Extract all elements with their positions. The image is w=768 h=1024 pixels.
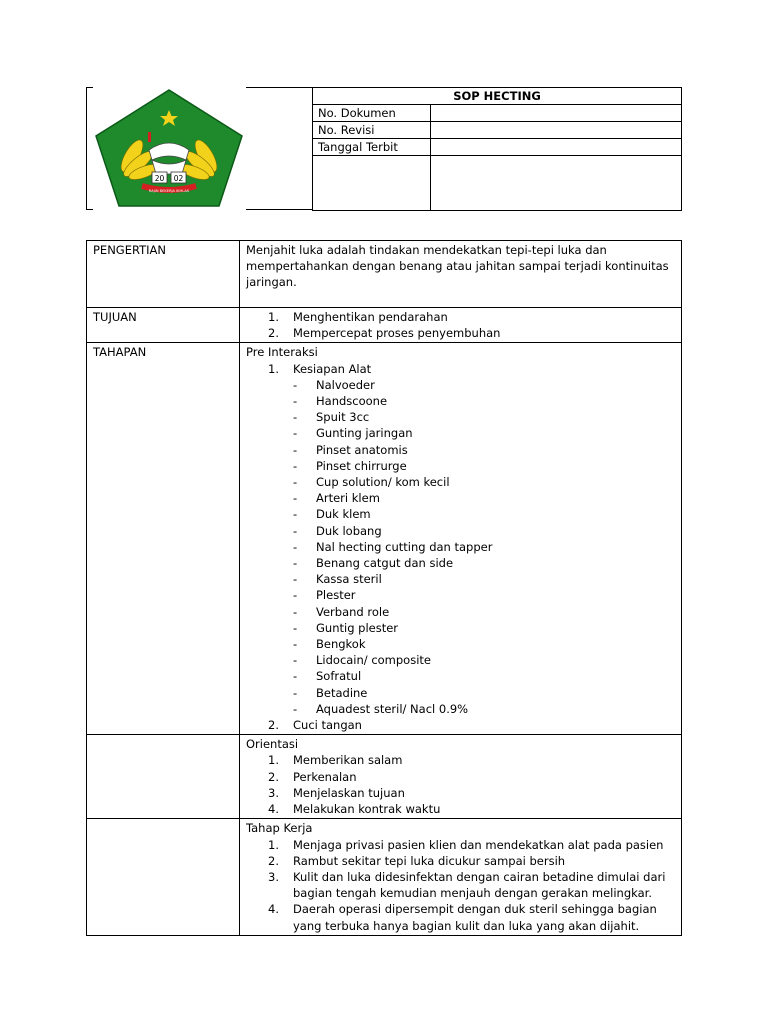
document-meta-table [312, 87, 682, 211]
section-content [240, 735, 682, 819]
goal-list [246, 309, 676, 341]
tool-item: - Kassa steril [293, 571, 676, 587]
orientation-list [246, 752, 676, 817]
header-divider [246, 87, 312, 88]
list-item: 2. Perkenalan [268, 769, 357, 784]
subsection-title: Tahap Kerja [246, 821, 313, 836]
subsection-title: Pre Interaksi [246, 345, 318, 360]
tool-item: - Handscoone [293, 393, 676, 409]
meta-empty-cell [313, 156, 431, 211]
tools-list [293, 377, 676, 717]
table-row [87, 308, 682, 343]
list-item: 3. Menjelaskan tujuan [268, 785, 405, 800]
section-label: TUJUAN [87, 308, 240, 343]
header-left-bracket [86, 87, 93, 210]
tool-item: - Gunting jaringan [293, 425, 676, 441]
tool-item: - Pinset chirrurge [293, 458, 676, 474]
table-row [87, 819, 682, 935]
logo-year-right: 02 [173, 174, 184, 183]
document-title: SOP HECTING [313, 88, 682, 105]
definition-text: Menjahit luka adalah tindakan mendekatkan tepi-tepi luka dan mempertahankan dengan benang atau jahitan sampai terjadi kontinuitas jaringan. [246, 243, 669, 290]
section-content [240, 343, 682, 735]
tool-item: - Aquadest steril/ Nacl 0.9% [293, 701, 676, 717]
meta-label: No. Revisi [313, 122, 431, 139]
section-label [87, 735, 240, 819]
work-steps-list [246, 837, 676, 934]
list-item: 1. Menjaga privasi pasien klien dan mendekatkan alat pada pasien [268, 837, 664, 852]
section-content [240, 308, 682, 343]
meta-label: Tanggal Terbit [313, 139, 431, 156]
tool-item: - Lidocain/ composite [293, 652, 676, 668]
table-row [87, 735, 682, 819]
list-item: 1. Memberikan salam [268, 753, 403, 768]
tool-item: - Pinset anatomis [293, 442, 676, 458]
tool-item: - Duk lobang [293, 523, 676, 539]
logo-year-left: 20 [154, 174, 165, 183]
table-row [87, 343, 682, 735]
meta-value [431, 139, 682, 156]
tool-item: - Plester [293, 587, 676, 603]
header-divider [246, 209, 312, 210]
list-item: 2. Rambut sekitar tepi luka dicukur sampai bersih [268, 853, 566, 868]
section-label: TAHAPAN [87, 343, 240, 735]
section-label [87, 819, 240, 935]
tool-item: - Nalvoeder [293, 377, 676, 393]
list-item: 2. Mempercepat proses penyembuhan [268, 326, 501, 341]
tool-item: - Guntig plester [293, 620, 676, 636]
tool-item: - Sofratul [293, 668, 676, 684]
tool-item: - Verband role [293, 604, 676, 620]
emblem-logo-icon [94, 88, 244, 208]
logo-motto: RAJIN BEKERJA IKHLAS [148, 189, 190, 193]
list-item: 1. Menghentikan pendarahan [268, 310, 448, 324]
list-item: 1. Kesiapan Alat - Nalvoeder - Handscoone - Spuit 3cc - Gunting jaringan - Pinset anatomis - Pinset chirrurge - Cup solution/ kom kecil - Arteri klem - Duk klem - Duk lobang - Nal hecting cutting dan tapper - Benang catgut dan side - Kassa steril - Plester - Verband role - Guntig plester - Bengkok - Lidocain/ composite - Sofratul - Betadine - Aquadest steril/ Nacl 0.9% [246, 361, 676, 717]
list-item: 4. Melakukan kontrak waktu [268, 802, 441, 817]
pre-interaction-list [246, 361, 676, 734]
subsection-title: Orientasi [246, 737, 299, 752]
tool-item: - Nal hecting cutting dan tapper [293, 539, 676, 555]
tool-item: - Benang catgut dan side [293, 555, 676, 571]
tool-item: - Cup solution/ kom kecil [293, 474, 676, 490]
tool-item: - Duk klem [293, 506, 676, 522]
sop-table [86, 240, 682, 936]
tool-item: - Betadine [293, 685, 676, 701]
section-content [240, 241, 682, 308]
meta-value [431, 105, 682, 122]
list-item: 2. Cuci tangan [268, 718, 362, 733]
list-item: 4. Daerah operasi dipersempit dengan duk steril sehingga bagian yang terbuka hanya bagian kulit dan luka yang akan dijahit. [268, 902, 657, 933]
meta-empty-cell [431, 156, 682, 211]
list-item: 3. Kulit dan luka didesinfektan dengan cairan betadine dimulai dari bagian tengah kemudian menjauh dengan gerakan melingkar. [268, 869, 666, 901]
table-row [87, 241, 682, 308]
section-content [240, 819, 682, 935]
meta-value [431, 122, 682, 139]
document-header [86, 87, 682, 210]
tool-item: - Bengkok [293, 636, 676, 652]
tool-item: - Arteri klem [293, 490, 676, 506]
meta-label: No. Dokumen [313, 105, 431, 122]
tool-item: - Spuit 3cc [293, 409, 676, 425]
section-label: PENGERTIAN [87, 241, 240, 308]
